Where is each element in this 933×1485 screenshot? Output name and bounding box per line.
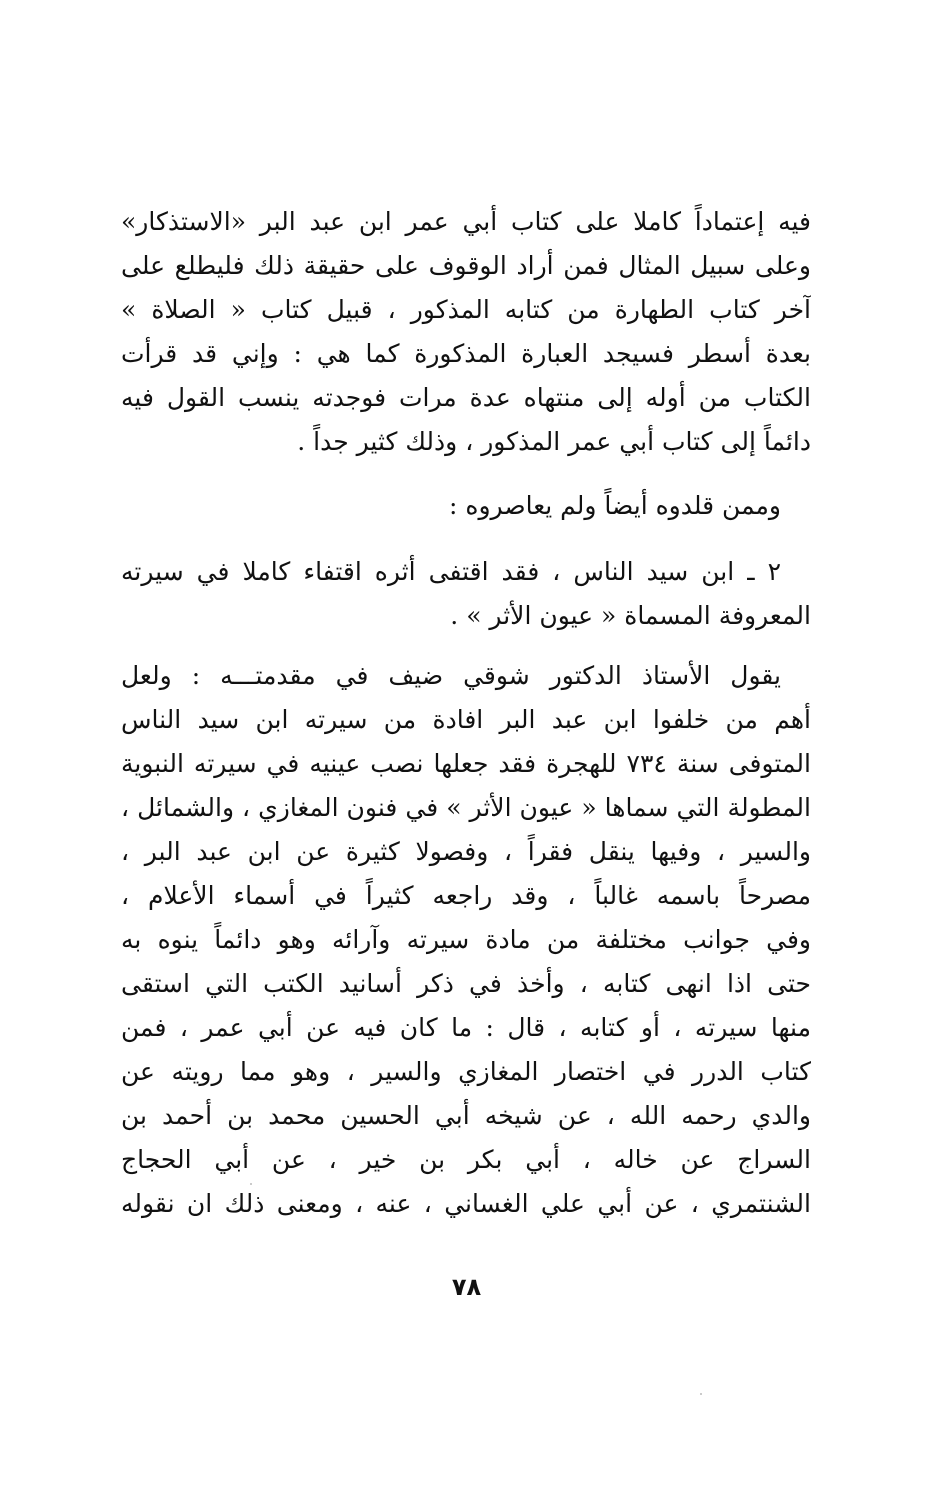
text-line: حتى اذا انهى كتابه ، وأخذ في ذكر أسانيد الكتب التي استقى (121, 969, 811, 998)
text-line: والسير ، وفيها ينقل فقراً ، وفصولا كثيرة عن ابن عبد البر ، (121, 837, 811, 866)
text-line: وفي جوانب مختلفة من مادة سيرته وآرائه وهو دائماً ينوه به (121, 925, 811, 954)
text-line: دائماً إلى كتاب أبي عمر المذكور ، وذلك كثير جداً . (297, 427, 811, 456)
text-line: يقول الأستاذ الدكتور شوقي ضيف في مقدمتـــه : ولعل (121, 661, 781, 690)
text-line: المطولة التي سماها « عيون الأثر » في فنون المغازي ، والشمائل ، (121, 793, 811, 822)
text-line: كتاب الدرر في اختصار المغازي والسير ، وهو مما رويته عن (121, 1057, 811, 1086)
text-line: ٢ ـ ابن سيد الناس ، فقد اقتفى أثره اقتفاء كاملا في سيرته (121, 557, 781, 586)
text-line: بعدة أسطر فسيجد العبارة المذكورة كما هي : وإني قد قرأت (121, 339, 811, 368)
text-line: الشنتمري ، عن أبي علي الغساني ، عنه ، ومعنى ذلك ان نقوله (121, 1189, 811, 1218)
text-line: فيه إعتماداً كاملا على كتاب أبي عمر ابن عبد البر «الاستذكار» (121, 207, 811, 236)
scan-speck (250, 1183, 252, 1185)
text-line: الكتاب من أوله إلى منتهاه عدة مرات فوجدته ينسب القول فيه (121, 383, 811, 412)
text-line: والدي رحمه الله ، عن شيخه أبي الحسين محمد بن أحمد بن (121, 1101, 811, 1130)
text-line: أهم من خلفوا ابن عبد البر افادة من سيرته ابن سيد الناس (121, 705, 811, 734)
text-line: منها سيرته ، أو كتابه ، قال : ما كان فيه عن أبي عمر ، فمن (121, 1013, 811, 1042)
text-line: مصرحاً باسمه غالباً ، وقد راجعه كثيراً في أسماء الأعلام ، (121, 881, 811, 910)
text-line: السراج عن خاله ، أبي بكر بن خير ، عن أبي الحجاج (121, 1145, 811, 1174)
text-line: آخر كتاب الطهارة من كتابه المذكور ، قبيل كتاب « الصلاة » (121, 295, 811, 324)
paragraph-1 (121, 200, 811, 464)
text-line: وممن قلدوه أيضاً ولم يعاصروه : (449, 491, 781, 520)
text-line: المعروفة المسماة « عيون الأثر » . (450, 601, 811, 630)
page-number: ٧٨ (451, 1273, 482, 1301)
paragraph-3 (121, 550, 811, 638)
paragraph-2 (121, 484, 811, 528)
text-line: المتوفى سنة ٧٣٤ للهجرة فقد جعلها نصب عينيه في سيرته النبوية (121, 749, 811, 778)
paragraph-4 (121, 654, 811, 1226)
text-line: وعلى سبيل المثال فمن أراد الوقوف على حقيقة ذلك فليطلع على (121, 251, 811, 280)
scan-speck (700, 1393, 702, 1395)
